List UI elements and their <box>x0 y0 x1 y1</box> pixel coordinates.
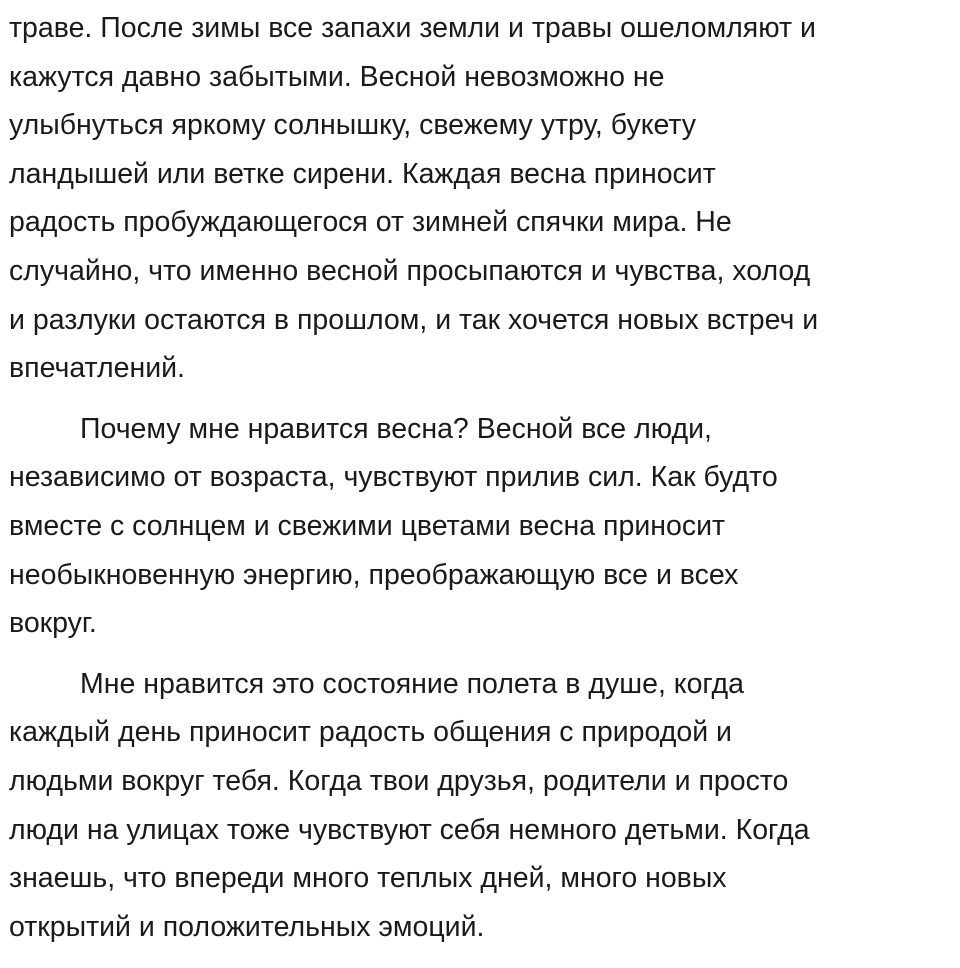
text-line: вокруг. <box>9 607 97 640</box>
text-line: случайно, что именно весной просыпаются и чувства, холод <box>9 254 811 287</box>
paragraph-1 <box>9 4 960 393</box>
text-line: знаешь, что впереди много теплых дней, много новых <box>9 862 727 895</box>
text-line-first: Мне нравится это состояние полета в душе, когда <box>80 667 745 700</box>
text-line: траве. После зимы все запахи земли и травы ошеломляют и <box>9 12 816 44</box>
text-line: ландышей или ветке сирени. Каждая весна приносит <box>9 157 716 190</box>
text-line: впечатлений. <box>9 352 185 385</box>
text-line: людьми вокруг тебя. Когда твои друзья, родители и просто <box>9 764 789 797</box>
text-line: люди на улицах тоже чувствуют себя немного детьми. Когда <box>9 813 810 846</box>
text-line: улыбнуться яркому солнышку, свежему утру, букету <box>9 109 697 142</box>
text-line: каждый день приносит радость общения с природой и <box>9 716 732 749</box>
paragraph-3 <box>9 660 960 952</box>
paragraph-2 <box>9 405 960 648</box>
paragraph-spacing <box>9 393 960 405</box>
text-line: радость пробуждающегося от зимней спячки мира. Не <box>9 206 732 239</box>
text-line: открытий и положительных эмоций. <box>9 910 485 943</box>
paragraph-spacing <box>9 648 960 660</box>
text-line: независимо от возраста, чувствуют прилив сил. Как будто <box>9 461 778 494</box>
text-line: и разлуки остаются в прошлом, и так хочется новых встреч и <box>9 303 819 336</box>
text-line: кажутся давно забытыми. Весной невозможно не <box>9 60 665 93</box>
text-line-first: Почему мне нравится весна? Весной все люди, <box>80 412 712 445</box>
text-line: необыкновенную энергию, преображающую все и всех <box>9 558 739 591</box>
text-line: вместе с солнцем и свежими цветами весна приносит <box>9 509 726 542</box>
